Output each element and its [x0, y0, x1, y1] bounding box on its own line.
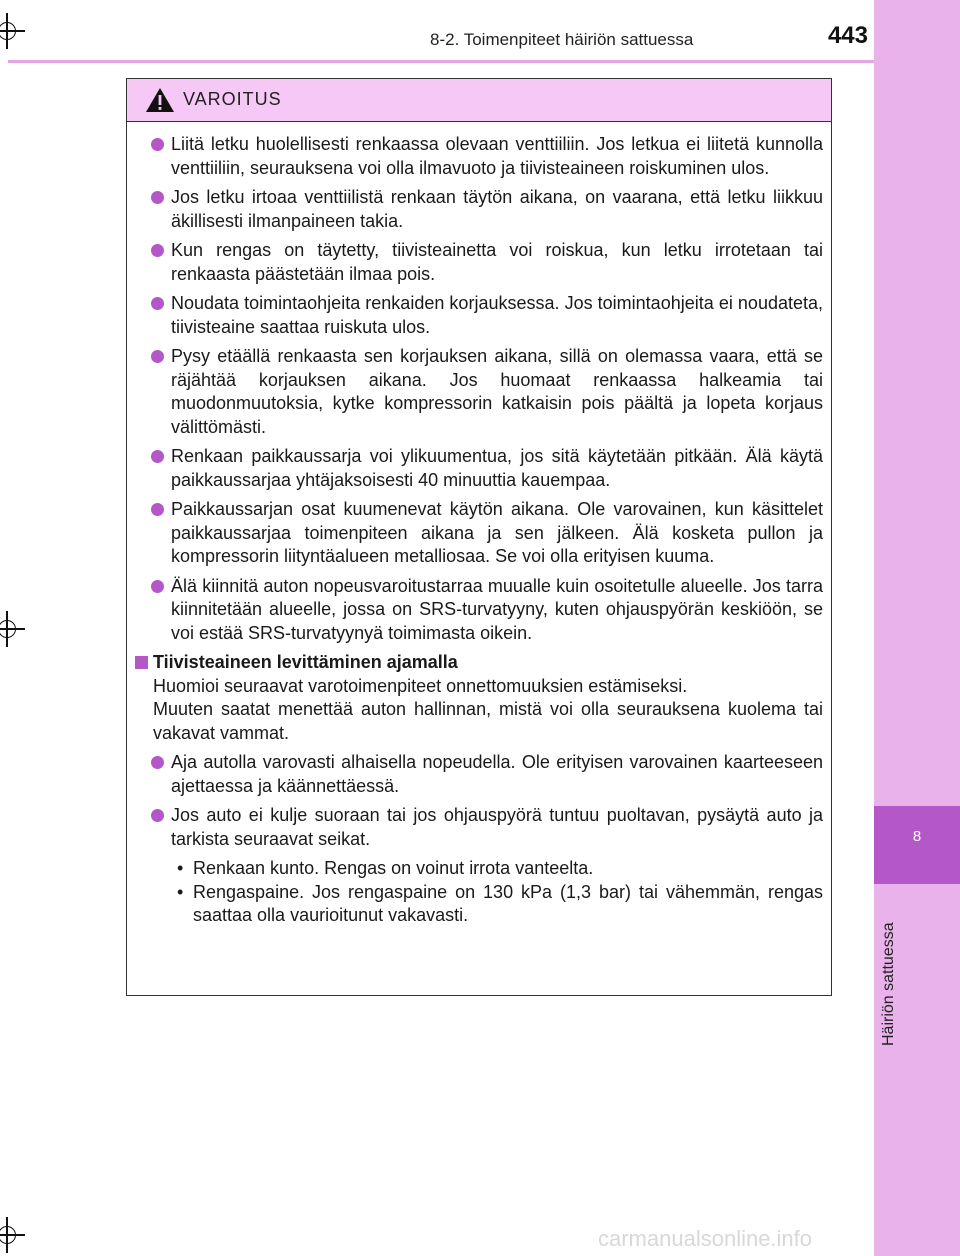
list-item: Pysy etäällä renkaasta sen korjauksen aikana, sillä on olemassa vaara, että se räjähtää korjauksen aikana. Jos huomaat renkaassa halkeamia tai muodonmuutoksia, kytke kompressorin katkaisin pois päältä ja lopeta korjaus välittömästi. [131, 345, 823, 439]
warning-box [126, 78, 832, 996]
list-item: Noudata toimintaohjeita renkaiden korjauksessa. Jos toimintaohjeita ei noudateta, tiivisteaine saattaa ruiskuta ulos. [131, 292, 823, 339]
bullet-icon [151, 580, 164, 593]
list-item: Liitä letku huolellisesti renkaassa olevaan venttiiliin. Jos letkua ei liitetä kunnolla venttiiliin, seurauksena voi olla ilmavuoto ja tiivisteaineen roiskuminen ulos. [131, 133, 823, 180]
bullet-icon [151, 191, 164, 204]
list-item: Jos auto ei kulje suoraan tai jos ohjauspyörä tuntuu puoltavan, pysäytä auto ja tarkista seuraavat seikat. [131, 804, 823, 851]
section-heading: Tiivisteaineen levittäminen ajamalla [131, 651, 823, 675]
bullet-icon [151, 297, 164, 310]
warning-header [127, 79, 831, 122]
header-rule [8, 60, 874, 63]
section-intro: Muuten saatat menettää auton hallinnan, mistä voi olla seurauksena kuolema tai vakavat vammat. [153, 699, 823, 743]
crop-mark-mid-left [0, 620, 16, 638]
page-number: 443 [827, 22, 868, 49]
section-intro: Huomioi seuraavat varotoimenpiteet onnettomuuksien estämiseksi. [153, 675, 688, 696]
page-header-title: 8-2. Toimenpiteet häiriön sattuessa [430, 30, 694, 49]
sub-list-item: • Rengaspaine. Jos rengaspaine on 130 kPa (1,3 bar) tai vähemmän, rengas saattaa olla vaurioitunut vakavasti. [177, 881, 823, 925]
watermark: carmanualsonline.info [598, 1226, 813, 1251]
crop-mark-top-left [0, 22, 16, 40]
bullet-icon [151, 503, 164, 516]
chapter-marker [874, 806, 960, 884]
bullet-icon [151, 350, 164, 363]
bullet-icon [151, 756, 164, 769]
list-item: Älä kiinnitä auton nopeusvaroitustarraa muualle kuin osoitetulle alueelle. Jos tarra kiinnitetään alueelle, jossa on SRS-turvatyyny, kuten ohjauspyörän keskiöön, se voi estää SRS-turvatyynyä toimimasta oikein. [131, 575, 823, 646]
sub-list-item: • Renkaan kunto. Rengas on voinut irrota vanteelta. [177, 858, 594, 878]
list-item: Renkaan paikkaussarja voi ylikuumentua, jos sitä käytetään pitkään. Älä käytä paikkaussarjaa yhtäjaksoisesti 40 minuuttia kauempaa. [131, 445, 823, 492]
bullet-icon [151, 138, 164, 151]
list-item: Paikkaussarjan osat kuumenevat käytön aikana. Ole varovainen, kun käsittelet paikkaussarjaa toimenpiteen aikana ja sen jälkeen. Älä kosketa pullon ja kompressorin liityntäalueen metalliosaa. Se voi olla erityisen kuuma. [131, 498, 823, 569]
list-item: Aja autolla varovasti alhaisella nopeudella. Ole erityisen varovainen kaarteeseen ajettaessa ja käännettäessä. [131, 751, 823, 798]
bullet-icon [151, 450, 164, 463]
warning-body [127, 133, 831, 928]
bullet-icon [151, 809, 164, 822]
square-bullet-icon [135, 656, 148, 669]
warning-title: VAROITUS [183, 89, 282, 109]
chapter-side-tab [874, 0, 960, 1256]
list-item: Kun rengas on täytetty, tiivisteainetta voi roiskua, kun letku irrotetaan tai renkaasta päästetään ilmaa pois. [131, 239, 823, 286]
crop-mark-bottom-left [0, 1226, 16, 1244]
bullet-icon [151, 244, 164, 257]
chapter-label: Häiriön sattuessa [880, 922, 897, 1046]
sub-list [131, 857, 823, 928]
list-item: Jos letku irtoaa venttiilistä renkaan täytön aikana, on vaarana, että letku liikkuu äkillisesti ilmanpaineen takia. [131, 186, 823, 233]
warning-triangle-icon [145, 87, 175, 113]
chapter-number: 8 [912, 828, 922, 845]
